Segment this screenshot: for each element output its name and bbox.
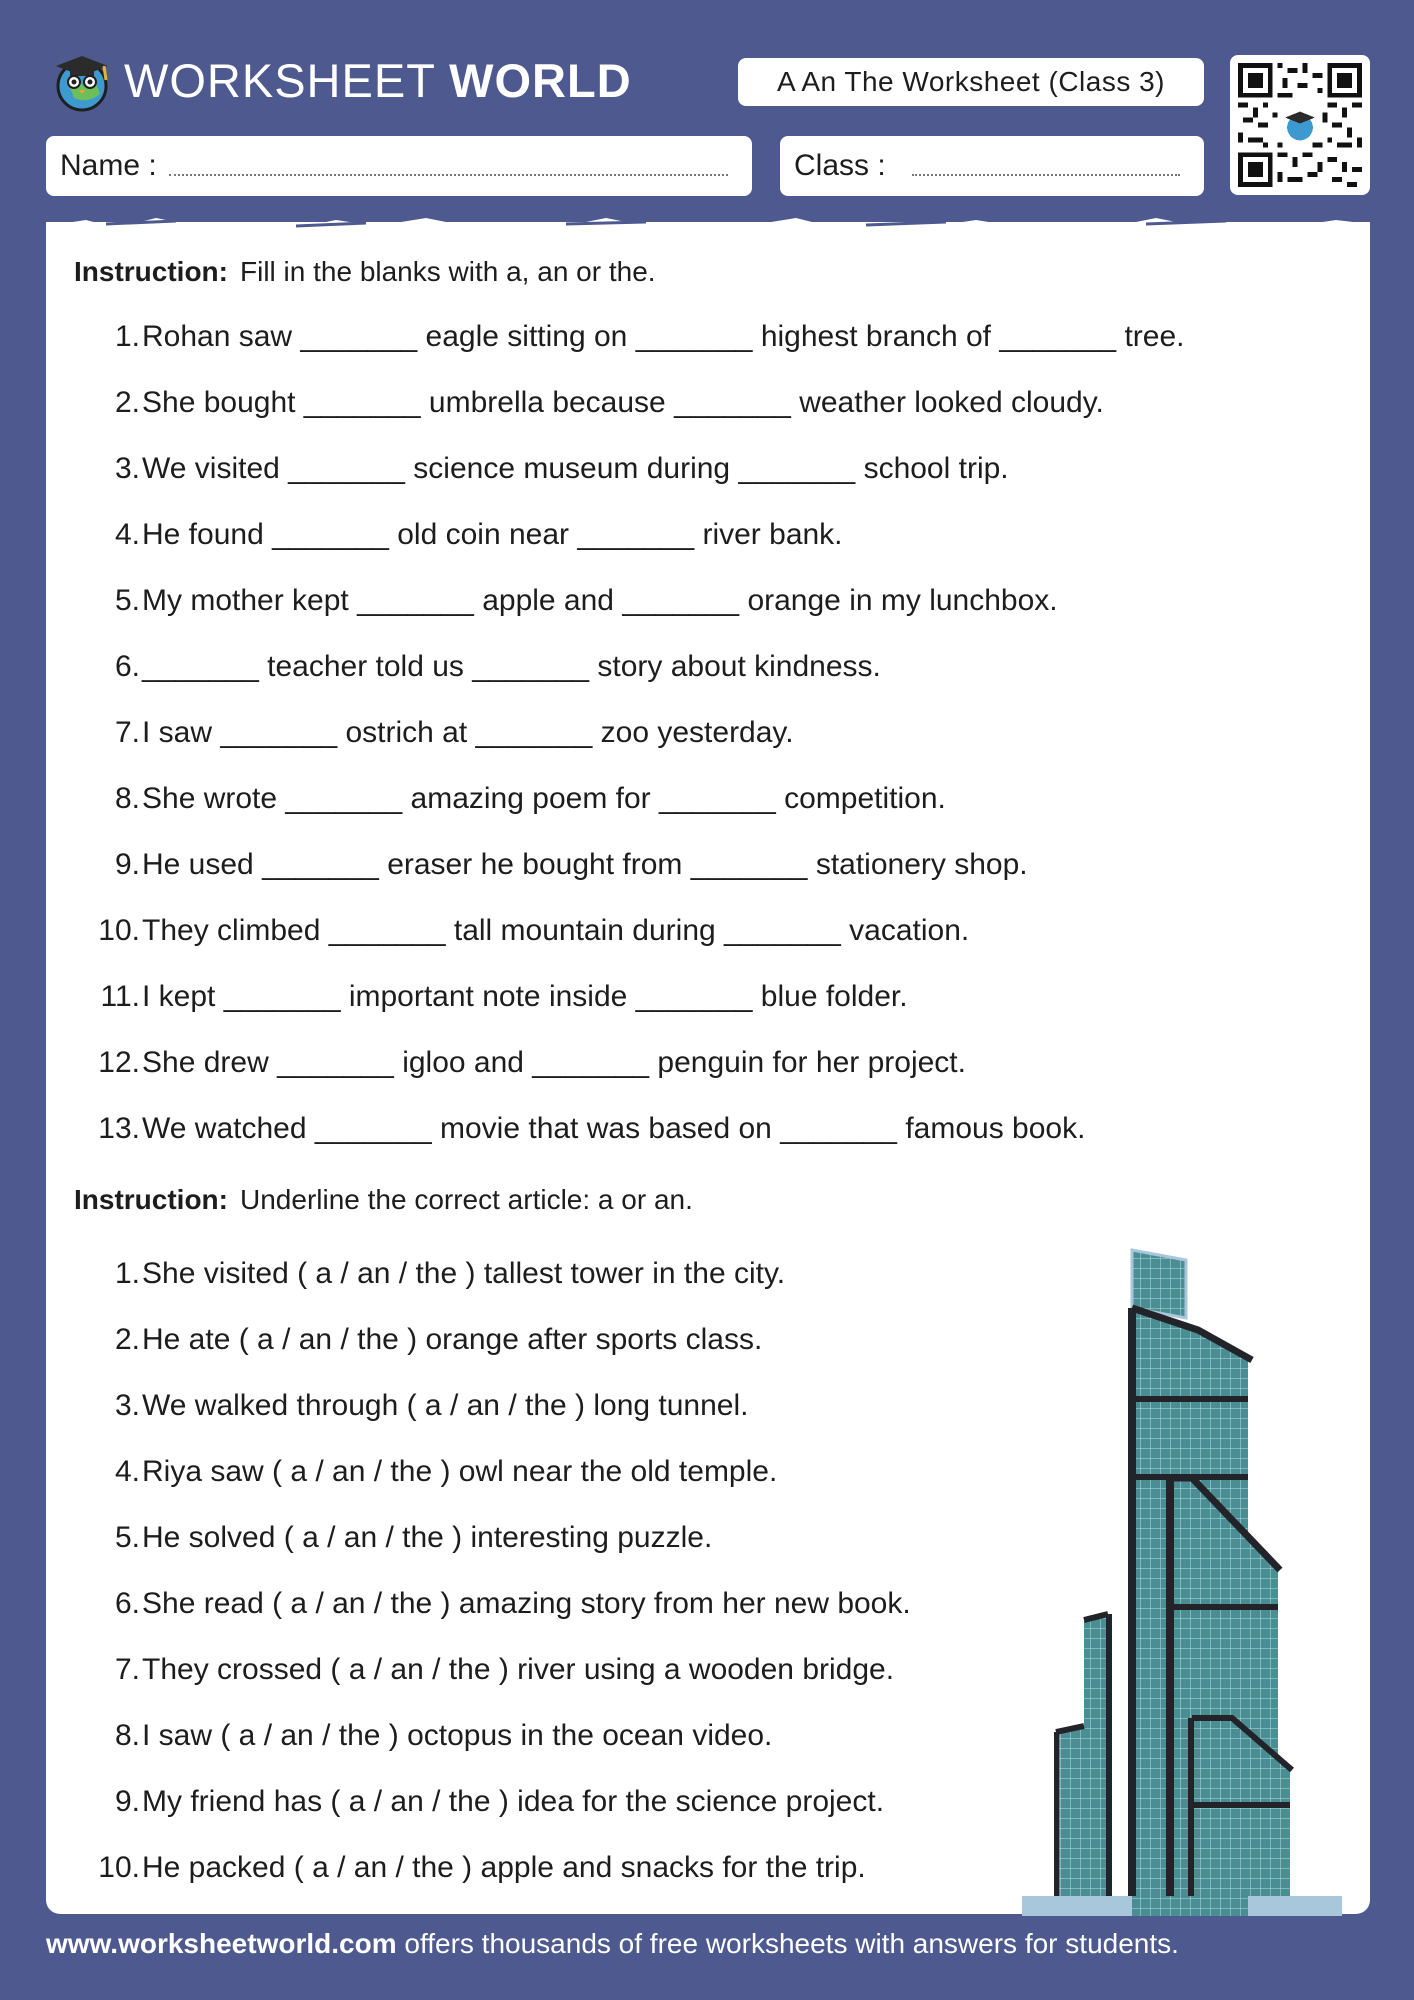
question-number: 3. xyxy=(114,452,140,485)
torn-paper-edge xyxy=(46,212,1370,242)
question-number: 7. xyxy=(114,1653,140,1686)
question-text: They crossed ( a / an / the ) river using a wooden bridge. xyxy=(142,1653,895,1686)
owl-globe-logo-icon xyxy=(46,44,118,116)
question-text: I saw _______ ostrich at _______ zoo yesterday. xyxy=(142,716,794,749)
brand-name-part2: WORLD xyxy=(449,53,632,107)
question-text: She wrote _______ amazing poem for _______ competition. xyxy=(142,782,946,815)
question-item xyxy=(46,964,1366,1030)
question-text: He found _______ old coin near _______ river bank. xyxy=(142,518,843,551)
question-text: He solved ( a / an / the ) interesting puzzle. xyxy=(142,1521,713,1554)
instruction-1 xyxy=(74,256,656,288)
question-item xyxy=(46,502,1366,568)
qr-code-icon xyxy=(1238,63,1362,187)
question-text: We walked through ( a / an / the ) long tunnel. xyxy=(142,1389,749,1422)
question-text: He ate ( a / an / the ) orange after sports class. xyxy=(142,1323,763,1356)
question-number: 2. xyxy=(114,386,140,419)
question-number: 5. xyxy=(114,1521,140,1554)
question-number: 9. xyxy=(114,1785,140,1818)
instruction-2 xyxy=(74,1184,693,1216)
question-item xyxy=(46,1030,1366,1096)
instruction-2-text: Underline the correct article: a or an. xyxy=(240,1184,693,1215)
question-number: 6. xyxy=(114,1587,140,1620)
question-number: 3. xyxy=(114,1389,140,1422)
skyscraper-illustration xyxy=(1020,1248,1344,1916)
footer xyxy=(46,1928,1376,1968)
footer-text: offers thousands of free worksheets with answers for students. xyxy=(404,1928,1179,1959)
question-item xyxy=(46,766,1366,832)
question-text: He used _______ eraser he bought from _______ stationery shop. xyxy=(142,848,1028,881)
question-item xyxy=(46,832,1366,898)
question-text: My mother kept _______ apple and _______ orange in my lunchbox. xyxy=(142,584,1058,617)
question-number: 8. xyxy=(114,1719,140,1752)
question-item xyxy=(46,898,1366,964)
name-field[interactable] xyxy=(46,136,752,196)
question-text: They climbed _______ tall mountain during _______ vacation. xyxy=(142,914,970,947)
instruction-1-text: Fill in the blanks with a, an or the. xyxy=(240,256,656,287)
class-line xyxy=(912,174,1180,176)
question-text: She drew _______ igloo and _______ penguin for her project. xyxy=(142,1046,966,1079)
question-text: She bought _______ umbrella because _______ weather looked cloudy. xyxy=(142,386,1104,419)
class-label: Class : xyxy=(794,149,886,182)
question-number: 4. xyxy=(114,518,140,551)
question-number: 2. xyxy=(114,1323,140,1356)
brand-logo xyxy=(46,44,632,116)
class-field[interactable] xyxy=(780,136,1204,196)
question-item xyxy=(46,370,1366,436)
question-text: Riya saw ( a / an / the ) owl near the old temple. xyxy=(142,1455,778,1488)
fill-blank-list xyxy=(46,304,1366,1162)
question-number: 8. xyxy=(114,782,140,815)
question-text: She visited ( a / an / the ) tallest tower in the city. xyxy=(142,1257,786,1290)
question-item xyxy=(46,304,1366,370)
question-number: 13. xyxy=(98,1112,140,1145)
question-number: 4. xyxy=(114,1455,140,1488)
question-number: 10. xyxy=(98,1851,140,1884)
question-item xyxy=(46,700,1366,766)
question-number: 7. xyxy=(114,716,140,749)
qr-code xyxy=(1230,55,1370,195)
question-text: We visited _______ science museum during _______ school trip. xyxy=(142,452,1009,485)
question-number: 1. xyxy=(114,1257,140,1290)
question-text: He packed ( a / an / the ) apple and snacks for the trip. xyxy=(142,1851,866,1884)
brand-name-part1: WORKSHEET xyxy=(124,53,436,107)
question-number: 5. xyxy=(114,584,140,617)
instruction-2-label: Instruction: xyxy=(74,1184,228,1215)
worksheet-title: A An The Worksheet (Class 3) xyxy=(738,58,1204,106)
question-text: _______ teacher told us _______ story about kindness. xyxy=(142,650,881,683)
question-number: 6. xyxy=(114,650,140,683)
question-item xyxy=(46,634,1366,700)
footer-site-link[interactable]: www.worksheetworld.com xyxy=(46,1928,397,1959)
question-text: My friend has ( a / an / the ) idea for the science project. xyxy=(142,1785,885,1818)
question-number: 11. xyxy=(100,980,140,1013)
question-item xyxy=(46,568,1366,634)
name-label: Name : xyxy=(60,149,157,182)
question-text: She read ( a / an / the ) amazing story from her new book. xyxy=(142,1587,911,1620)
question-text: I saw ( a / an / the ) octopus in the ocean video. xyxy=(142,1719,773,1752)
question-text: I kept _______ important note inside _______ blue folder. xyxy=(142,980,908,1013)
question-number: 9. xyxy=(114,848,140,881)
question-number: 12. xyxy=(98,1046,140,1079)
instruction-1-label: Instruction: xyxy=(74,256,228,287)
question-number: 1. xyxy=(114,320,140,353)
question-text: Rohan saw _______ eagle sitting on _______ highest branch of _______ tree. xyxy=(142,320,1185,353)
question-text: We watched _______ movie that was based on _______ famous book. xyxy=(142,1112,1086,1145)
question-number: 10. xyxy=(98,914,140,947)
name-line xyxy=(169,174,728,176)
question-item xyxy=(46,436,1366,502)
question-item xyxy=(46,1096,1366,1162)
brand-name xyxy=(124,53,632,107)
